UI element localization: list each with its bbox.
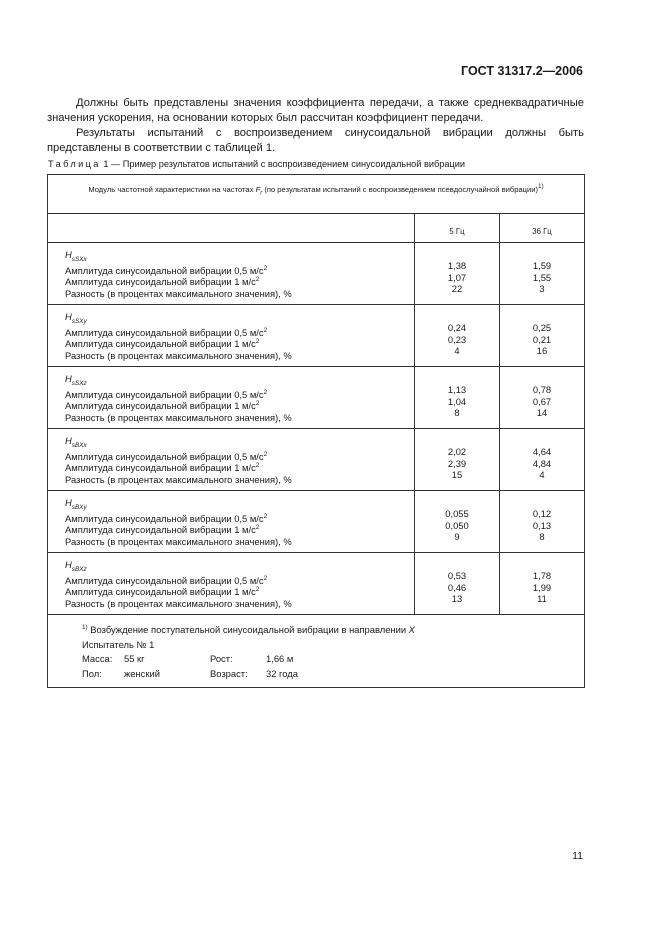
row-amp-1: Амплитуда синусоидальной вибрации 1 $м/с^2$ [65,400,260,412]
values-5hz [415,367,500,429]
value-cell: 4,84 [532,457,552,469]
row-amp-1: Амплитуда синусоидальной вибрации 1 $м/с^2$ [65,524,260,536]
transfer-symbol: $H_{sSXz}$ [65,373,87,387]
tester-label: Испытатель № 1 [82,638,155,650]
value-cell: 8 [454,406,460,418]
values-5hz [415,305,500,367]
mass-label: Масса: [82,653,113,664]
row-amp-05: Амплитуда синусоидальной вибрации 0,5 $м/с^2$ [65,575,268,587]
row-amp-1: Амплитуда синусоидальной вибрации 1 $м/с^2$ [65,462,260,474]
table-row [48,491,585,553]
row-label-cell [48,367,415,429]
row-label-cell [48,553,415,615]
age-value: 32 года [266,667,298,679]
row-difference: Разность (в процентах максимального значения), % [65,597,292,609]
table-header [48,175,585,214]
values-36hz [500,305,585,367]
value-cell: 11 [537,592,547,604]
row-difference: Разность (в процентах максимального значения), % [65,535,292,547]
results-table [47,174,585,688]
value-cell: 1,13 [447,384,467,396]
column-header-36hz: 36 Гц [500,214,585,243]
row-amp-1: Амплитуда синусоидальной вибрации 1 $м/с^2$ [65,276,260,288]
value-cell: 0,050 [445,519,469,531]
value-cell: 13 [451,592,463,604]
table-footnote [48,615,585,688]
sex-label: Пол: [82,667,102,679]
sex-value: женский [124,667,160,679]
value-cell: 2,02 [447,446,467,458]
values-36hz [500,553,585,615]
value-cell: 1,59 [532,260,552,272]
row-label-cell [48,429,415,491]
value-cell: 0,24 [447,322,467,334]
height-value: 1,66 м [266,653,294,664]
row-amp-1: Амплитуда синусоидальной вибрации 1 $м/с^2$ [65,586,260,598]
table-row [48,305,585,367]
value-cell: 8 [539,530,545,542]
row-amp-1: Амплитуда синусоидальной вибрации 1 $м/с^2$ [65,338,260,350]
header-blank-cell [48,214,415,243]
row-amp-05: Амплитуда синусоидальной вибрации 0,5 $м/с^2$ [65,327,268,339]
value-cell: 0,23 [447,333,467,345]
value-cell: 1,38 [447,260,467,272]
age-label: Возраст: [210,667,248,679]
table-row [48,243,585,305]
value-cell: 2,39 [447,457,467,469]
value-cell: 1,04 [447,395,467,407]
row-label-cell [48,243,415,305]
table-row [48,429,585,491]
values-36hz [500,243,585,305]
row-amp-05: Амплитуда синусоидальной вибрации 0,5 $м/с^2$ [65,265,268,277]
row-difference: Разность (в процентах максимального значения), % [65,473,292,485]
values-5hz [415,429,500,491]
header-footnote-mark: 1) [538,183,544,190]
value-cell: 15 [451,468,463,480]
value-cell: 22 [451,282,463,294]
value-cell: 1,55 [532,271,552,283]
paragraph-1: Должны быть представлены значения коэффициента передачи, а также среднеквадратичные значения ускорения, на основании которых был рассчитан коэффициент передачи. [47,97,584,124]
value-cell: 1,99 [532,581,552,593]
column-header-5hz: 5 Гц [415,214,500,243]
footnote-text: Возбуждение поступательной синусоидальной вибрации в направлении [87,624,409,635]
values-5hz [415,243,500,305]
row-label-cell [48,305,415,367]
row-amp-05: Амплитуда синусоидальной вибрации 0,5 $м/с^2$ [65,451,268,463]
values-5hz [415,491,500,553]
row-difference: Разность (в процентах максимального значения), % [65,349,292,361]
value-cell: 0,21 [532,333,552,345]
row-difference: Разность (в процентах максимального значения), % [65,411,292,423]
transfer-symbol: $H_{sBXx}$ [65,435,87,449]
value-cell: 1,78 [532,570,552,582]
row-label-cell [48,491,415,553]
footnote-mark: 1) [82,624,88,631]
caption-prefix: Таблица [48,159,101,169]
header-symbol-sub: r [260,190,263,197]
value-cell: 14 [536,406,548,418]
value-cell: 0,46 [447,581,467,593]
value-cell: 0,055 [445,508,469,520]
caption-text: 1 — Пример результатов испытаний с воспроизведением синусоидальной вибрации [100,159,465,169]
standard-number: ГОСТ 31317.2—2006 [461,64,583,78]
table-row [48,553,585,615]
table-caption [48,159,465,169]
paragraph-2: Результаты испытаний с воспроизведением синусоидальной вибрации должны быть представлены в соответствии с таблицей 1. [47,127,584,154]
value-cell: 9 [454,530,460,542]
values-36hz [500,491,585,553]
value-cell: 0,12 [532,508,552,520]
transfer-symbol: $H_{sSXx}$ [65,249,87,263]
value-cell: 0,78 [532,384,552,396]
row-amp-05: Амплитуда синусоидальной вибрации 0,5 $м/с^2$ [65,389,268,401]
transfer-symbol: $H_{sSXy}$ [65,311,87,325]
page-number: 11 [572,850,583,862]
header-symbol: F [255,185,261,194]
values-36hz [500,429,585,491]
row-difference: Разность (в процентах максимального значения), % [65,287,292,299]
value-cell: 4 [539,468,545,480]
table-row [48,367,585,429]
values-5hz [415,553,500,615]
value-cell: 4,64 [532,446,552,458]
transfer-symbol: $H_{sBXy}$ [65,497,87,511]
values-36hz [500,367,585,429]
row-amp-05: Амплитуда синусоидальной вибрации 0,5 $м/с^2$ [65,513,268,525]
value-cell: 3 [539,282,545,294]
value-cell: 0,13 [532,519,552,531]
value-cell: 4 [454,344,460,356]
header-tail: (по результатам испытаний с воспроизведением псевдослучайной вибрации) [264,185,538,194]
transfer-symbol: $H_{sBXz}$ [65,559,87,573]
value-cell: 0,67 [532,395,552,407]
mass-value: 55 кг [124,653,145,664]
value-cell: 16 [536,344,548,356]
footnote-axis: X [408,624,415,635]
value-cell: 0,25 [532,322,552,334]
value-cell: 0,53 [447,570,467,582]
height-label: Рост: [210,653,233,664]
value-cell: 1,07 [447,271,467,283]
header-main: Модуль частотной характеристики на частотах [88,185,254,194]
